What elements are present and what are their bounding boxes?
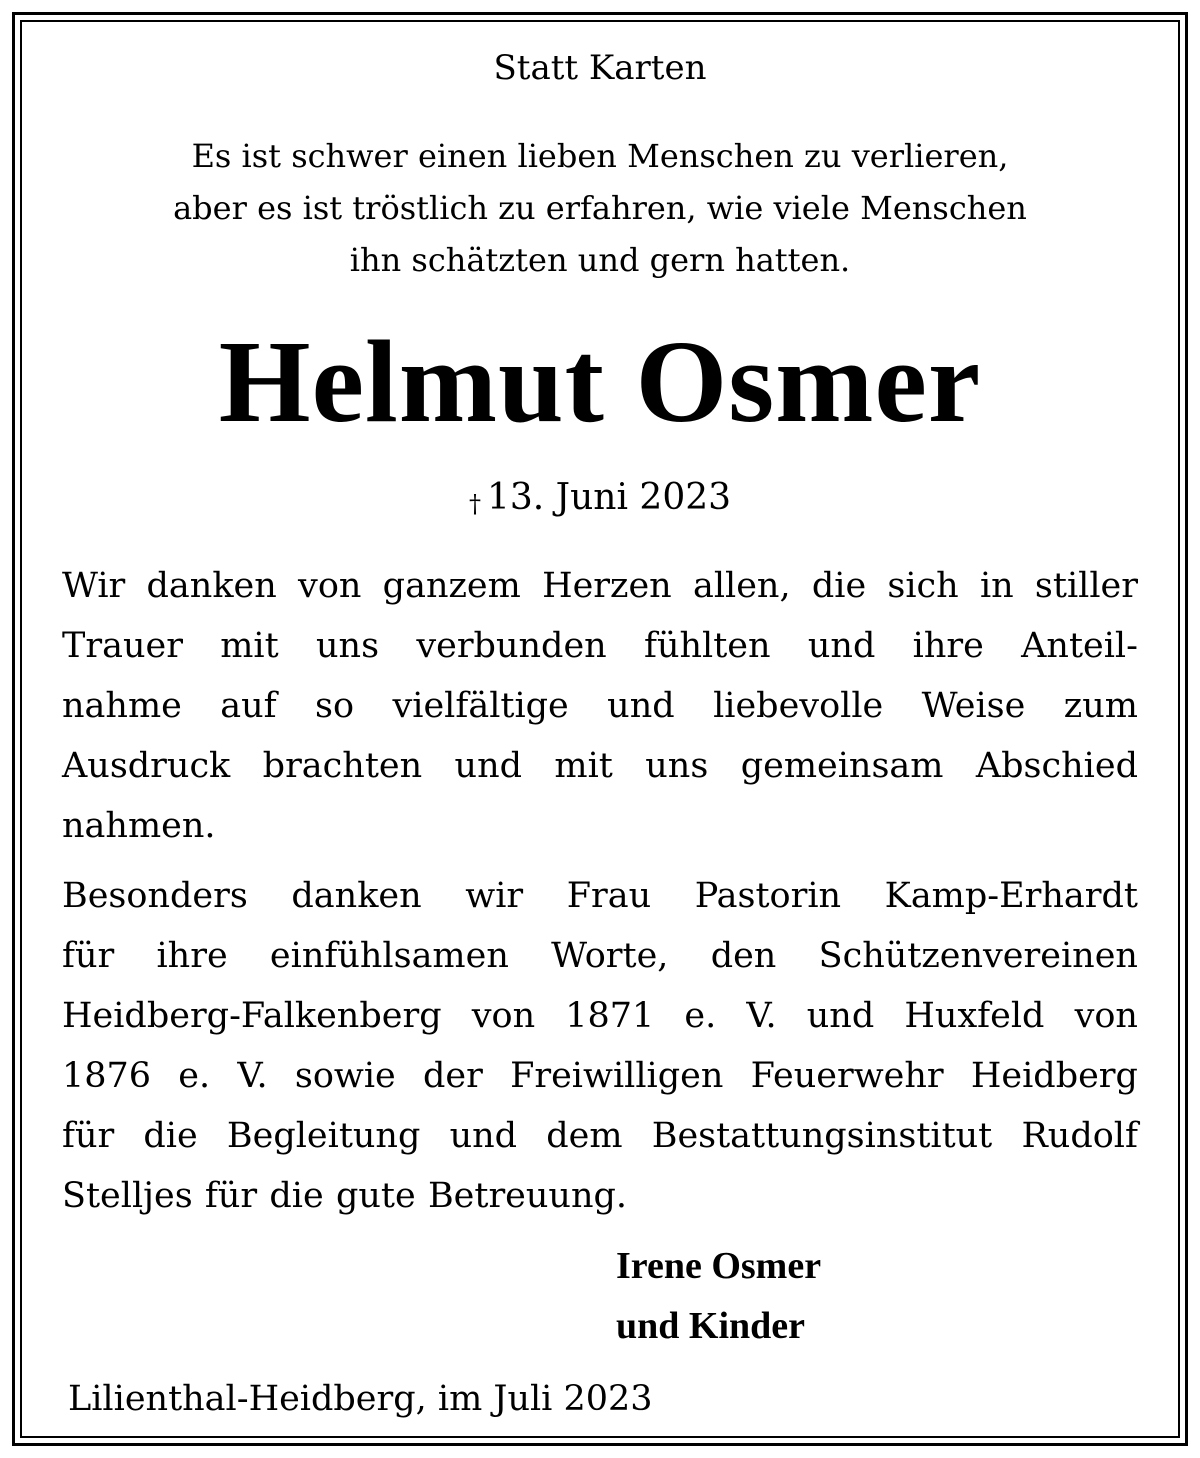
word: ihre [156, 936, 228, 976]
word: in [979, 566, 1014, 606]
word: Herzen [542, 566, 672, 606]
word: und [806, 996, 875, 1036]
paragraph-line [62, 866, 1138, 926]
word: die [811, 566, 867, 606]
word: so [315, 686, 355, 726]
word: Heidberg-Falkenberg [62, 996, 442, 1036]
word: Heidberg [970, 1056, 1138, 1096]
statt-karten-heading: Statt Karten [493, 48, 707, 88]
word: Schützenvereinen [818, 936, 1138, 976]
word: allen, [692, 566, 791, 606]
paragraph-line [62, 616, 1138, 676]
word: den [710, 936, 777, 976]
word: stiller [1034, 566, 1138, 606]
word: uns [645, 746, 709, 786]
word: Begleitung [226, 1116, 421, 1156]
paragraph-line [62, 736, 1138, 796]
signature-line-1: Irene Osmer [616, 1245, 822, 1287]
word: für [62, 936, 115, 976]
word: uns [315, 626, 380, 666]
word: fühlten [644, 626, 771, 666]
word: Frau [566, 876, 652, 916]
word: ganzem [382, 566, 521, 606]
word: zum [1063, 686, 1138, 726]
word: brachten [262, 746, 423, 786]
dagger-icon: † [468, 490, 481, 518]
word: vielfältige [392, 686, 569, 726]
paragraph-line [62, 1106, 1138, 1166]
word: gute [335, 1176, 416, 1216]
word: e. [178, 1056, 211, 1096]
word: und [454, 746, 523, 786]
paragraph-line [62, 796, 1138, 856]
opening-quote [62, 130, 1138, 286]
death-date-line [62, 470, 1138, 526]
thanks-paragraph-2 [62, 866, 1138, 1226]
word: nahme [62, 686, 182, 726]
word: Betreuung. [427, 1176, 628, 1216]
word: Weise [921, 686, 1026, 726]
word: Freiwilligen [510, 1056, 724, 1096]
word: 1871 [565, 996, 655, 1036]
word: Ausdruck [62, 746, 231, 786]
thanks-paragraph-1 [62, 556, 1138, 856]
word: e. [684, 996, 717, 1036]
quote-line: ihn schätzten und gern hatten. [349, 241, 851, 279]
word: 1876 [62, 1056, 152, 1096]
word: der [423, 1056, 483, 1096]
word: Wir [62, 566, 126, 606]
word: mit [220, 626, 279, 666]
word: einfühlsamen [269, 936, 509, 976]
word: die [269, 1176, 324, 1216]
word: liebevolle [713, 686, 884, 726]
word: und [449, 1116, 518, 1156]
word: von [298, 566, 362, 606]
word: Anteil- [1021, 626, 1138, 666]
word: V. [237, 1056, 268, 1096]
word: Kamp-Erhardt [884, 876, 1138, 916]
death-date: 13. Juni 2023 [486, 477, 732, 518]
word: die [143, 1116, 198, 1156]
word: mit [554, 746, 613, 786]
paragraph-line [62, 1166, 1138, 1226]
word: sich [887, 566, 959, 606]
word: Bestattungsinstitut [651, 1116, 993, 1156]
word: danken [146, 566, 277, 606]
word: für [204, 1176, 258, 1216]
word: ihre [912, 626, 984, 666]
word: von [1074, 996, 1138, 1036]
quote-line: aber es ist tröstlich zu erfahren, wie viele Menschen [173, 189, 1027, 227]
word: wir [465, 876, 524, 916]
signature-line-2: und Kinder [616, 1305, 806, 1347]
word: verbunden [416, 626, 607, 666]
word: Stelljes [62, 1176, 193, 1216]
word: sowie [294, 1056, 396, 1096]
word: Worte, [551, 936, 669, 976]
word: Trauer [62, 626, 183, 666]
word: von [471, 996, 536, 1036]
word: für [62, 1116, 115, 1156]
paragraph-line [62, 556, 1138, 616]
word: Besonders [62, 876, 248, 916]
paragraph-line [62, 1046, 1138, 1106]
word: Abschied [975, 746, 1138, 786]
word: Rudolf [1021, 1116, 1138, 1156]
paragraph-line [62, 926, 1138, 986]
deceased-name: Helmut Osmer [218, 316, 982, 447]
word: dem [546, 1116, 623, 1156]
word: Huxfeld [904, 996, 1045, 1036]
word: auf [220, 686, 277, 726]
word: gemeinsam [740, 746, 944, 786]
paragraph-line [62, 676, 1138, 736]
signature-block [616, 1236, 821, 1356]
word: Feuerwehr [750, 1056, 944, 1096]
quote-line: Es ist schwer einen lieben Menschen zu verlieren, [191, 137, 1009, 175]
word: Pastorin [694, 876, 842, 916]
word: danken [291, 876, 422, 916]
word: und [807, 626, 876, 666]
place-and-date: Lilienthal-Heidberg, im Juli 2023 [68, 1379, 653, 1419]
word: nahmen. [62, 806, 216, 846]
paragraph-line [62, 986, 1138, 1046]
word: V. [746, 996, 777, 1036]
word: und [607, 686, 675, 726]
